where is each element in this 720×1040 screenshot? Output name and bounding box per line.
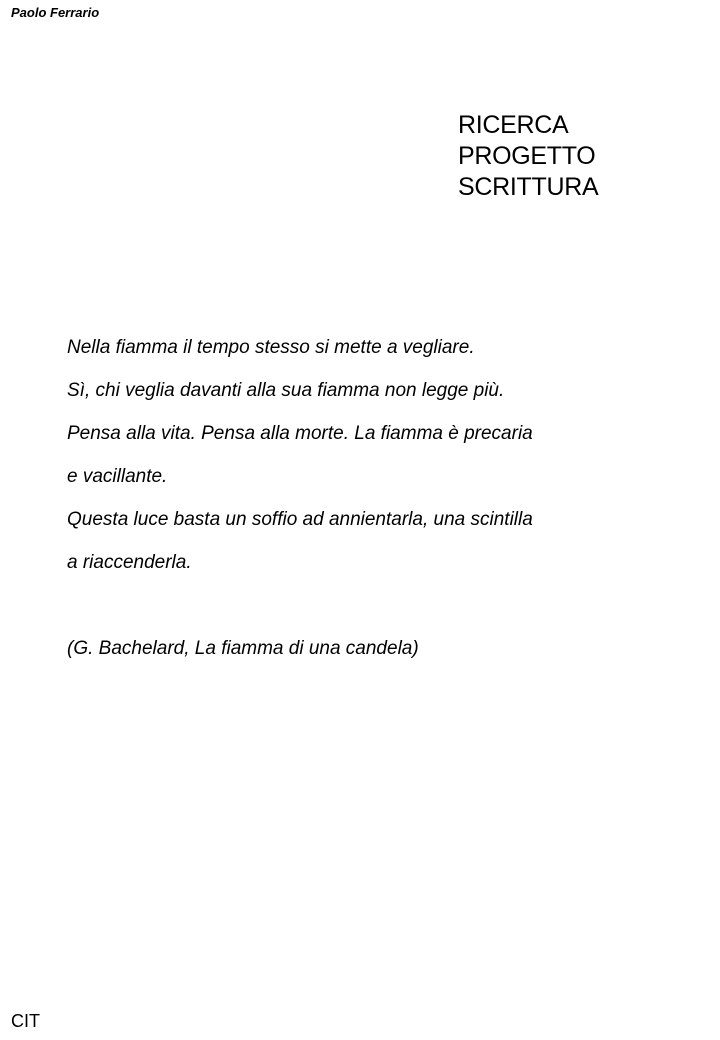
footer-label: CIT bbox=[11, 1011, 40, 1031]
quote-line: a riaccenderla. bbox=[67, 552, 192, 573]
quote-line: Nella fiamma il tempo stesso si mette a vegliare. bbox=[67, 337, 475, 358]
spacer bbox=[67, 584, 687, 627]
quote-line: Pensa alla vita. Pensa alla morte. La fiamma è precaria bbox=[67, 423, 533, 444]
author-name: Paolo Ferrario bbox=[11, 5, 100, 20]
quote-line: e vacillante. bbox=[67, 466, 168, 487]
quote-line: Questa luce basta un soffio ad annientarla, una scintilla bbox=[67, 509, 533, 530]
slide-title bbox=[458, 110, 598, 203]
title-line-3: SCRITTURA bbox=[458, 173, 599, 201]
title-line-1: RICERCA bbox=[458, 111, 569, 139]
quote-source: (G. Bachelard, La fiamma di una candela) bbox=[67, 638, 419, 659]
quotation bbox=[67, 326, 687, 670]
quote-line: Sì, chi veglia davanti alla sua fiamma non legge più. bbox=[67, 380, 505, 401]
title-line-2: PROGETTO bbox=[458, 142, 596, 170]
